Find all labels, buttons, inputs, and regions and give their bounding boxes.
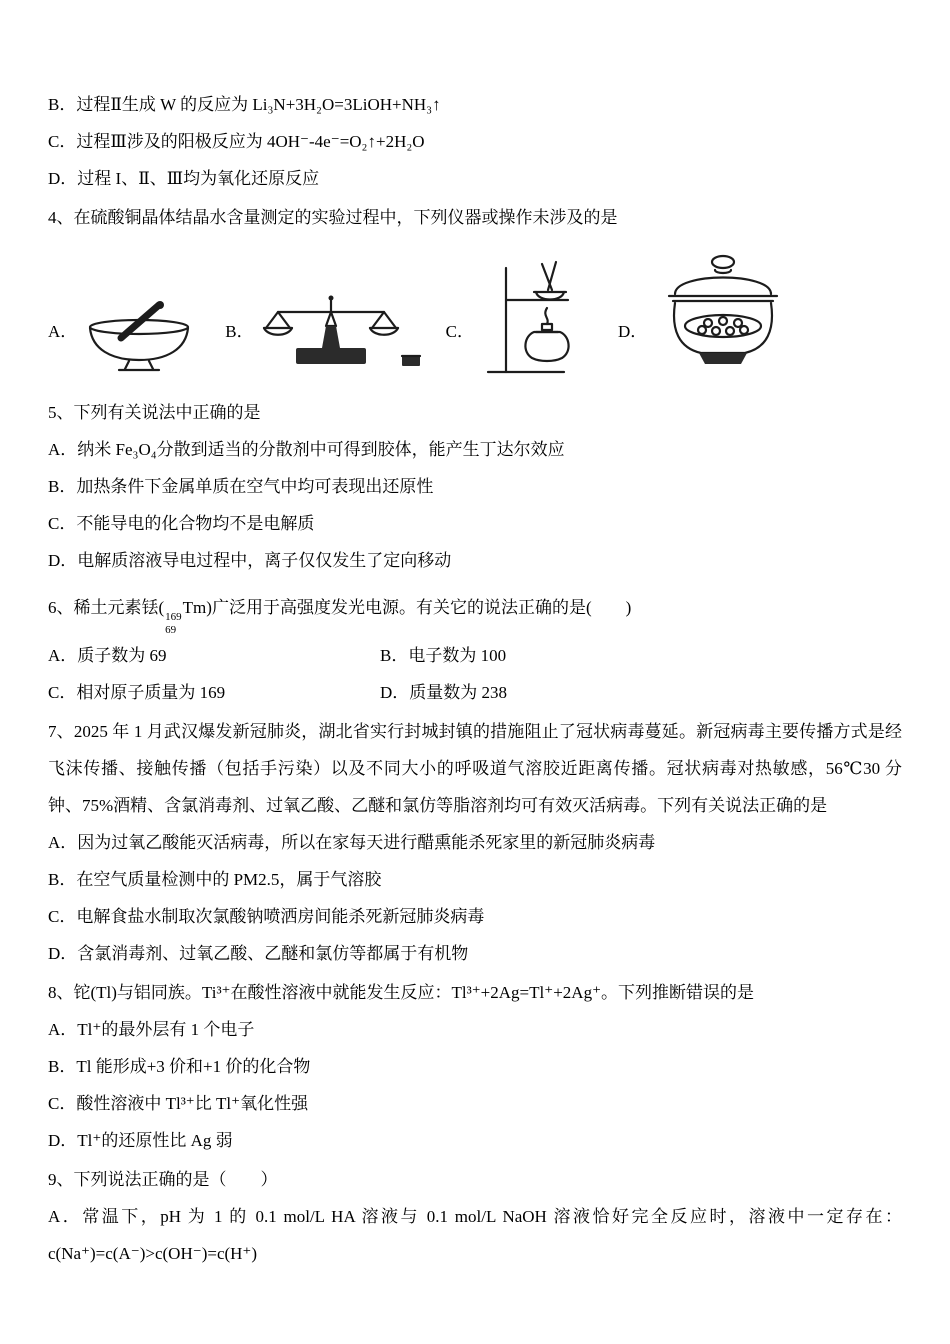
q8-stem: 8、铊(Tl)与铝同族。Ti³⁺在酸性溶液中就能发生反应：Tl³⁺+2Ag=Tl⁺+2Ag⁺。下列推断错误的是 [48, 983, 755, 1003]
q8-option-d: D．Tl⁺的还原性比 Ag 弱 [48, 1131, 233, 1151]
apparatus-label-c: C． [445, 322, 474, 342]
double-pan-balance-icon [260, 290, 422, 378]
q7-option-b: B．在空气质量检测中的 PM2.5，属于气溶胶 [48, 869, 382, 889]
mortar-and-pestle-icon [83, 298, 199, 378]
q3-option-b: B．过程Ⅱ生成 W 的反应为 Li₃N+3H₂O=3LiOH+NH₃↑ [48, 95, 441, 114]
apparatus-option-d [618, 252, 795, 378]
q8-option-c: C．酸性溶液中 Tl³⁺比 Tl⁺氧化性强 [48, 1094, 309, 1114]
q6-option-c: C．相对原子质量为 169 [48, 682, 226, 702]
q7-option-d: D．含氯消毒剂、过氧乙酸、乙醚和氯仿等都属于有机物 [48, 944, 469, 964]
q6-options [48, 637, 902, 711]
q5-option-c: C．不能导电的化合物均不是电解质 [48, 514, 315, 534]
desiccator-icon [653, 252, 795, 378]
q5-stem: 5、下列有关说法中正确的是 [48, 403, 261, 423]
q3-option-c: C．过程Ⅲ涉及的阳极反应为 4OH⁻-4e⁻=O₂↑+2H₂O [48, 132, 425, 152]
isotope-atomic-number: 69 [165, 624, 177, 637]
q6-stem-prefix: 6、稀土元素铥( [48, 598, 165, 618]
q7-stem: 7、2025 年 1 月武汉爆发新冠肺炎，湖北省实行封城封镇的措施阻止了冠状病毒蔓延。新冠病毒主要传播方式是经飞沫传播、接触传播（包括手污染）以及不同大小的呼吸道气溶胶近距离传播。冠状病毒对热敏感，56℃30 分钟、75%酒精、含氯消毒剂、过氧乙酸、乙醚和氯仿等脂溶剂均可有效灭活病毒。下列有关说法正确的是 [48, 721, 902, 815]
q4-apparatus-row [48, 236, 748, 392]
iron-stand-with-alcohol-lamp-icon [480, 260, 592, 378]
q6-stem [48, 589, 902, 636]
apparatus-option-b [225, 290, 421, 378]
q9-stem: 9、下列说法正确的是（ ） [48, 1170, 278, 1190]
q6-option-b: B．电子数为 100 [380, 645, 507, 665]
apparatus-option-c [446, 260, 592, 378]
q6-option-d: D．质量数为 238 [380, 682, 508, 702]
isotope-notation [165, 611, 182, 636]
q5-option-a: A．纳米 Fe₃O₄分散到适当的分散剂中可得到胶体，能产生丁达尔效应 [48, 440, 565, 460]
q3-option-d: D．过程 I、Ⅱ、Ⅲ均为氧化还原反应 [48, 169, 320, 189]
apparatus-label-b: B． [225, 322, 254, 342]
q5-option-d: D．电解质溶液导电过程中，离子仅仅发生了定向移动 [48, 551, 452, 571]
q6-option-a: A．质子数为 69 [48, 645, 167, 665]
q6-stem-suffix: Tm)广泛用于高强度发光电源。有关它的说法正确的是( ) [182, 598, 632, 618]
q9-option-a: A．常温下，pH 为 1 的 0.1 mol/L HA 溶液与 0.1 mol/L NaOH 溶液恰好完全反应时，溶液中一定存在：c(Na⁺)=c(A⁻)>c(OH⁻)=c(H⁺) [48, 1207, 902, 1264]
q4-stem: 4、在硫酸铜晶体结晶水含量测定的实验过程中，下列仪器或操作未涉及的是 [48, 208, 618, 228]
apparatus-option-a [48, 298, 199, 378]
isotope-mass-number: 169 [165, 611, 182, 624]
apparatus-label-a: A． [48, 322, 78, 342]
q5-option-b: B．加热条件下金属单质在空气中均可表现出还原性 [48, 477, 434, 497]
q7-option-c: C．电解食盐水制取次氯酸钠喷洒房间能杀死新冠肺炎病毒 [48, 907, 485, 927]
q8-option-a: A．Tl⁺的最外层有 1 个电子 [48, 1020, 255, 1040]
q7-option-a: A．因为过氧乙酸能灭活病毒，所以在家每天进行醋熏能杀死家里的新冠肺炎病毒 [48, 832, 656, 852]
q8-option-b: B．Tl 能形成+3 价和+1 价的化合物 [48, 1057, 311, 1077]
apparatus-label-d: D． [617, 322, 648, 342]
